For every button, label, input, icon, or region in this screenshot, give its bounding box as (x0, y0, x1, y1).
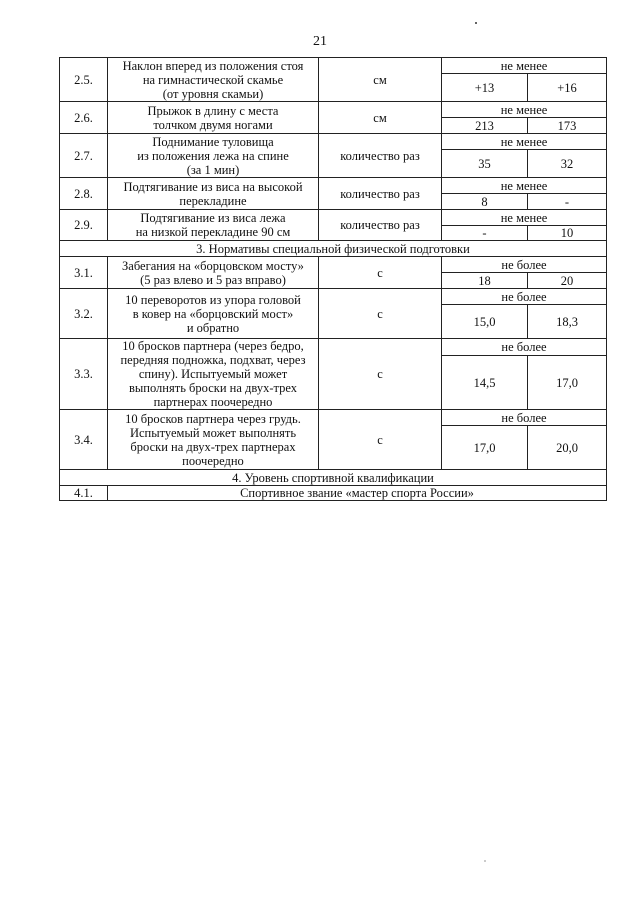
unit-cell: количество раз (319, 178, 442, 210)
criterion-cell: не более (442, 339, 607, 356)
description-line: из положения лежа на спине (137, 148, 289, 163)
exercise-description (108, 257, 319, 289)
description-line: Испытуемый может выполнять (129, 425, 297, 440)
value-men: 18 (442, 273, 528, 289)
table-row (60, 257, 607, 273)
criterion-cell: не более (442, 289, 607, 305)
description-line: выполнять броски на двух-трех (128, 381, 297, 395)
table-row (60, 486, 607, 501)
description-line: 10 переворотов из упора головой (125, 292, 301, 307)
description-line: поочередно (182, 453, 244, 468)
description-line: и обратно (186, 320, 240, 335)
description-line: (от уровня скамьи) (162, 86, 264, 101)
value-women: 32 (528, 150, 607, 178)
unit-cell: с (319, 339, 442, 410)
exercise-description (108, 102, 319, 134)
description-line: перекладине (179, 193, 247, 208)
row-number: 2.8. (60, 178, 108, 210)
criterion-cell: не менее (442, 210, 607, 226)
description-line: Наклон вперед из положения стоя (122, 58, 304, 73)
description-line: передняя подножка, подхват, через (120, 353, 306, 367)
table-row (60, 134, 607, 150)
table-row (60, 289, 607, 305)
description-line: Подтягивание из виса лежа (140, 211, 286, 225)
unit-cell: с (319, 410, 442, 470)
description-line: (5 раз влево и 5 раз вправо) (140, 272, 286, 287)
description-line: партнерах поочередно (153, 395, 273, 409)
row-number: 2.6. (60, 102, 108, 134)
description-line: Поднимание туловища (152, 134, 274, 149)
section-heading: 4. Уровень спортивной квалификации (60, 470, 607, 486)
exercise-description (108, 178, 319, 210)
value-men: 35 (442, 150, 528, 178)
exercise-description (108, 410, 319, 470)
page-number: 21 (313, 34, 327, 49)
unit-cell: с (319, 257, 442, 289)
value-women: 17,0 (528, 356, 607, 410)
value-men: 17,0 (442, 426, 528, 470)
value-men: 14,5 (442, 356, 528, 410)
scan-speck (475, 22, 477, 24)
description-line: Прыжок в длину с места (147, 103, 279, 118)
description-line: Забегания на «борцовском мосту» (122, 258, 304, 273)
description-line: толчком двумя ногами (153, 117, 273, 132)
row-number: 4.1. (60, 486, 108, 501)
exercise-description (108, 134, 319, 178)
description-line: (за 1 мин) (186, 162, 240, 177)
value-men: 15,0 (442, 305, 528, 339)
row-number: 3.2. (60, 289, 108, 339)
criterion-cell: не менее (442, 134, 607, 150)
section-row (60, 470, 607, 486)
unit-cell: с (319, 289, 442, 339)
value-men: 8 (442, 194, 528, 210)
description-line: Подтягивание из виса на высокой (123, 179, 303, 194)
value-women: 18,3 (528, 305, 607, 339)
row-number: 3.3. (60, 339, 108, 410)
unit-cell: см (319, 102, 442, 134)
value-women: 10 (528, 226, 607, 241)
scan-speck (484, 860, 486, 862)
row-number: 2.5. (60, 58, 108, 102)
value-men: - (442, 226, 528, 241)
criterion-cell: не более (442, 410, 607, 426)
table-row (60, 210, 607, 226)
value-women: 20 (528, 273, 607, 289)
criterion-cell: не менее (442, 178, 607, 194)
unit-cell: см (319, 58, 442, 102)
description-line: броски на двух-трех партнерах (130, 439, 296, 454)
value-women: 173 (528, 118, 607, 134)
table-row (60, 178, 607, 194)
section-heading: 3. Нормативы специальной физической подготовки (60, 241, 607, 257)
row-number: 3.1. (60, 257, 108, 289)
exercise-description (108, 58, 319, 102)
row-number: 2.7. (60, 134, 108, 178)
value-men: +13 (442, 74, 528, 102)
criterion-cell: не более (442, 257, 607, 273)
value-men: 213 (442, 118, 528, 134)
description-line: 10 бросков партнера через грудь. (125, 411, 301, 426)
unit-cell: количество раз (319, 134, 442, 178)
table-row (60, 339, 607, 356)
description-line: на гимнастической скамье (142, 72, 284, 87)
exercise-description (108, 289, 319, 339)
norms-table (59, 57, 607, 501)
table-row (60, 102, 607, 118)
description-line: на низкой перекладине 90 см (135, 225, 291, 239)
unit-cell: количество раз (319, 210, 442, 241)
qualification-cell: Спортивное звание «мастер спорта России» (108, 486, 607, 501)
description-line: в ковер на «борцовский мост» (132, 306, 294, 321)
exercise-description (108, 339, 319, 410)
table-row (60, 58, 607, 74)
criterion-cell: не менее (442, 58, 607, 74)
value-women: 20,0 (528, 426, 607, 470)
row-number: 3.4. (60, 410, 108, 470)
row-number: 2.9. (60, 210, 108, 241)
table-row (60, 410, 607, 426)
section-row (60, 241, 607, 257)
description-line: спину). Испытуемый может (138, 367, 288, 381)
exercise-description (108, 210, 319, 241)
value-women: - (528, 194, 607, 210)
criterion-cell: не менее (442, 102, 607, 118)
description-line: 10 бросков партнера (через бедро, (122, 339, 304, 353)
value-women: +16 (528, 74, 607, 102)
